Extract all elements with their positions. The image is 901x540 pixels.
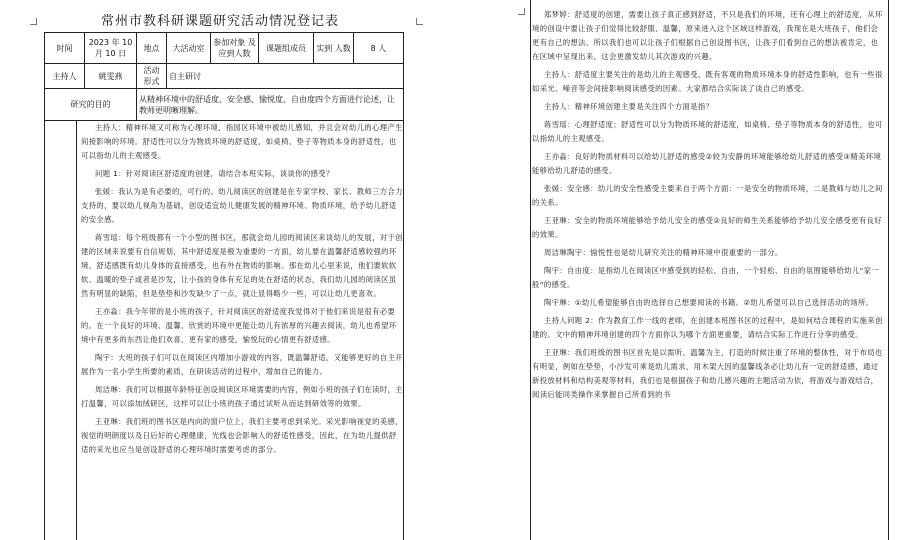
paragraph-tao-yu: 陶宇：大班的孩子们可以在阅读区内增加小游戏的内容，既温馨舒适，又能够更好的自主开展作为一名小学生所要的素质，在研读活动的过程中，增加自己的能力。 [81, 353, 403, 376]
paragraph-tao-yulin: 陶宇琳：①幼儿希望能够自由的选择自己想要阅读的书籍。②幼儿希望可以自己选择活动的场所。 [544, 298, 874, 307]
time-value: 2023 年 10 月 10 日 [85, 33, 137, 64]
actual-count-value: 8 人 [354, 33, 404, 64]
host-label: 主持人 [45, 64, 85, 89]
document-title: 常州市教科研课题研究活动情况登记表 [100, 14, 339, 29]
paragraph-tao-yu-2: 陶宇：自由度：是指幼儿在阅读区中感受到的轻松、自由，一个轻松、自由的氛围能够给幼儿“家一般”的感受。 [532, 266, 880, 289]
paragraph-host-question-2: 主持人问题 2：作为教育工作一线的老师，在创建本班图书区的过程中，是如何结合课程的实施来创建的。文中的精神环境创建的四个方面你认为哪个方面更重要，请结合实际工作进行分享的感受。 [532, 316, 883, 339]
paragraph-zheng-mengting: 郑梦婷：舒适度的创建，需要让孩子真正感到舒适，不只是我们的环境，还有心理上的舒适度，从环境的创设中要让孩子们觉得比较舒服、温馨，原来进入这个区域这样游戏，我现在是大班孩子，他们会更有自己的想法，所以我们也可以让孩子们根据自己创设图书区，让孩子们看到自己的想法被肯定，也在区域中呈现出来，这会更激发幼儿其次游戏的兴趣。 [532, 10, 883, 61]
discussion-body-continued [532, 8, 886, 540]
form-label: 活动 形式 [137, 64, 167, 89]
info-row-host [45, 64, 404, 89]
left-document-page [0, 0, 440, 540]
paragraph-wang-yalin-2: 王亚琳：安全的物质环境能够给予幼儿安全的感受②良好的师生关系能够给予幼儿安全感受更有良好的效果。 [532, 216, 882, 239]
right-document-page [512, 0, 901, 540]
purpose-label: 研究的目的 [45, 89, 137, 121]
participants-value: 课题组成员 [259, 33, 314, 64]
paragraph-wang-yimiao-2: 王亦淼：良好的物质材料可以给幼儿舒适的感受②较为安静的环境能够给幼儿舒适的感受③精美环境能够给幼儿舒适的感受。 [532, 152, 882, 175]
paragraph-jiang-xueyao: 蒋雪瑶：每个班级都有一个小型的图书区，那就会幼儿园的阅读区来谈幼儿的发展，对于创建的区域来说要有自信规划，其中舒适度是极为重要的一方面，幼儿要在温馨舒适感较强的环境，舒适感既有幼儿身体的直接感受，也有外在物质的影响。那在幼儿心里来说，他们要软软软、温暖的垫子或者是沙发，让小孩的身体有充足的处在舒适的状态，我们幼儿园的阅读区虽然有明显的缺陷，但是垫垫和沙发缺少了一点，就让显得略少一些，可以让幼儿更喜欢。 [81, 233, 403, 298]
actual-count-label: 实到 人数 [314, 33, 354, 64]
paragraph-wang-yalin-3: 王亚琳：我们班级的图书区首先是以需听、温馨为主，打造的时候注重了环境的整体性，对于布局也有明显，例如在垫垫，小沙发可乘是幼儿需求，用木架大因的温馨线条必让幼儿有一定的舒适感，通过新投放材料和结构美观等材料，我们也是根据孩子和幼儿感兴趣的主题活动为依，将游戏与游戏结合，阅读后能同类操作来掌握自己所看到的书 [532, 348, 883, 399]
paragraph-zhang-yuan-2: 张媛：安全感：幼儿的安全性感受主要来自于两个方面：一是安全的物质环境，二是教师与幼儿之间的关系。 [532, 184, 883, 207]
paragraph-zhou-jielin: 周洁琳：我们可以根据年龄特征创设阅读区环境需要的内容，例如小班的孩子们在读时，主打温馨，可以添加绒研区，这样可以让小班的孩子通过试听从而达到研效等的效果。 [81, 385, 403, 408]
page-gutter [452, 0, 500, 540]
discussion-body [76, 121, 407, 540]
form-value: 自主研讨 [167, 64, 404, 89]
info-row-time [45, 33, 404, 64]
place-label: 地点 [137, 33, 167, 64]
paragraph-wang-yalin: 王亚琳：我们班的图书区是内向的窗户位上，我们主要考虑到采光。采光影响视觉的美感，视觉的明朗度以及日后好的心理健康，光线也会影响人的舒适性感受，因此，在为幼儿提供舒适的采光也应当是创设舒适的心理环境时需要考虑的部分。 [81, 417, 403, 454]
right-table-border [530, 0, 531, 540]
paragraph-zhou-tao: 周洁琳陶宇：愉悦性也是幼儿研究关注的精神环境中很重要的一部分。 [544, 248, 783, 257]
right-table-border [888, 0, 889, 540]
paragraph-host-intro: 主持人：精神环境又可称为心理环境，指园区环境中被幼儿感知，并且会对幼儿的心理产生间接影响的环境。舒适性可以分为物质环境的舒适度，如桌椅、垫子等物质本身的舒适性，也可以指幼儿的主观感受。 [81, 123, 403, 160]
paragraph-host-summary: 主持人：舒适度主要关注的是幼儿的主观感受，既有客观的物质环境本身的舒适性影响，也有一些很如采光、噪音等会间接影响阅读感受的因素。大家都结合实际谈了谈自己的感受。 [532, 70, 883, 93]
paragraph-wang-yimiao: 王亦淼：我今年带的是小班的孩子，针对阅读区的舒适度我觉得对于他们来说是很有必要的。在一个良好的环境、温馨、欣赏的环境中更能让幼儿有浓厚的兴趣去阅读，幼儿也希望环境中有更多的东西让他们欢喜，更有家的感受，愉悦玩的心情更有舒适感。 [81, 307, 397, 344]
paragraph-question-1: 问题 1：针对阅读区舒适度的创建，请结合本班实际，谈谈你的感受？ [95, 169, 334, 178]
margin-corner-mark [518, 8, 525, 15]
time-label: 时间 [45, 33, 85, 64]
purpose-text: 从精神环境中的舒适度、安全感、愉悦度、自由度四个方面进行论述，让教师更明晰理解。 [137, 89, 404, 121]
paragraph-host-question: 主持人：精神环境创建主要是关注四个方面是指？ [544, 102, 714, 111]
info-table [44, 32, 404, 121]
body-left-margin-cell [44, 121, 77, 540]
place-value: 大活动室 [167, 33, 211, 64]
host-value: 姚雯燕 [85, 64, 137, 89]
info-row-purpose [45, 89, 404, 121]
paragraph-jiang-xueyao-2: 蒋雪瑶：心理舒适度；舒适性可以分为物质环境的舒适度，如桌椅、垫子等物质本身的舒适性，也可以指幼儿的主观感受。 [532, 120, 883, 143]
participants-label: 参加对象 及应到人数 [211, 33, 259, 64]
paragraph-zhang-yuan: 张媛：我认为是有必要的，可行的。幼儿阅读区的创建是在专家学校、家长、教师三方合力支持的，要以幼儿视角为基础，创设适宜幼儿健康发展的精神环境、物质环境，给予幼儿舒适的安全感。 [81, 187, 403, 224]
